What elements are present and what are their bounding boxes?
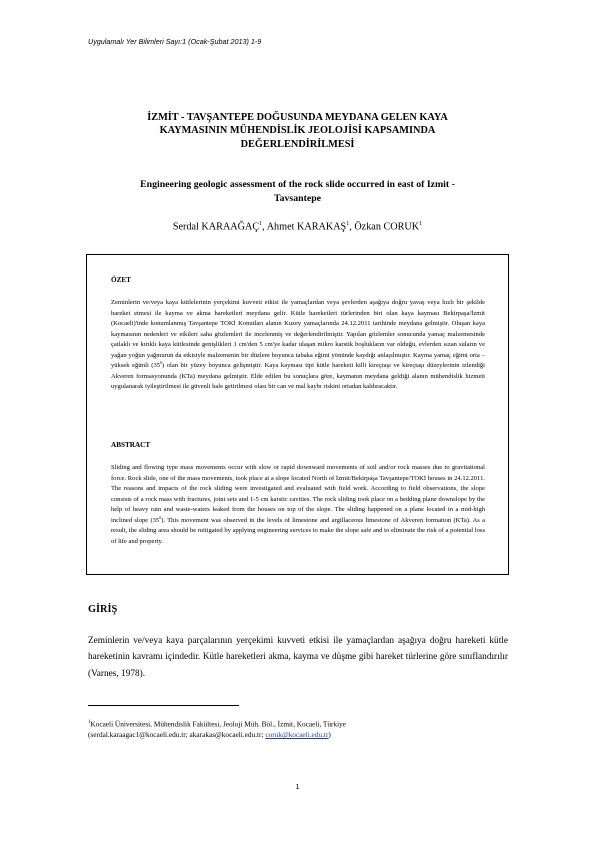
ozet-text-part: Zeminlerin ve/veya kaya kütlelerinin yerçekimi kuvveti etkisi ile yamaçlardan veya şevlerden aşağıya doğru yavaş veya hızlı bir şekilde hareket etmesi ile kayma ve akma hareketleri meydana gelir. Kütle hareketleri türlerinden biri olan kaya kayması Bekirpaşa/İzmit (Kocaeli)'inde konumlanmış Tavşantepe TOKİ Konutları alanın Kuzey yamaçlarında 24.12.2011 tarihinde meydana gelmiştir. Oluşan kaya kaymasının nedenleri ve etkileri saha gözlemleri ile incelenmiş ve değerlendirilmiştir. Yapılan gözlemler sonucunda yamaç malzemesinde çatlaklı ve kırıklı kaya kütlesinde genişlikleri 1 cm'den 5 cm'ye kadar ulaşan mikro karstik boşlukların var olduğu, evlerden sızan suların ve yağan yoğun yağmurun da etkisiyle malzemenin bir düzlem boyunca tabaka eğimi yönünde kaydığı anlaşılmıştır. Kayma yamaç eğimi orta – yüksek eğimli (35 — [111, 299, 485, 370]
degree-superscript: 0 — [159, 514, 162, 520]
footnote-emails — [88, 730, 508, 741]
abstract-text-part: Sliding and flowing type mass movements occur with slow or rapid downward movements of soil and/or rock masses due to gravitational force. Rock slide, one of the mass movements, took place at a slope located North of İzmit/Bekirpaşa Tavşantepe/TOKİ houses in 24.12.2011. The reasons and impacts of the rock sliding were investigated and evaluated with field work. According to field observations, the slope consists of a rock mass with fractures, joint sets and 1-5 cm karstic cavities. The rock sliding took place on a bedding plane downslope by the help of heavy rain and waste-waters leaked from the houses on top of the slope. The sliding happened on a plane located in a mid-high inclined slope (35 — [111, 464, 485, 524]
affiliation-marker: 1 — [259, 221, 263, 227]
title-turkish-line: DEĞERLENDİRİLMESİ — [240, 138, 355, 150]
giris-paragraph: Zeminlerin ve/veya kaya parçalarının yerçekimi kuvveti etkisi ile yamaçlardan aşağıya doğru hareketi kütle hareketinin kavramı içindedir. Kütle hareketleri akma, kayma ve düşme gibi hareket türlerine göre sınıflandırılır (Varnes, 1978). — [88, 636, 508, 679]
author-name: Ahmet KARAKAŞ — [266, 221, 347, 233]
author-list — [88, 221, 507, 232]
abstract-text-part: ). This movement was observed in the levels of limestone and argillaceous limestone of Akveren formation (KTa). As a result, the sliding area should be mitigated by applying engineering services to make the slope safe and to eliminate the risk of a potential loss of life and property. — [111, 516, 485, 545]
footnote — [88, 718, 508, 740]
page-number: 1 — [295, 782, 300, 791]
ozet-heading: ÖZET — [111, 276, 131, 284]
author-name: Özkan CORUK — [354, 221, 420, 233]
email-link[interactable]: coruk@kocaeli.edu.tr — [265, 729, 329, 739]
abstract-text — [111, 463, 485, 547]
journal-header: Uygulamalı Yer Bilimleri Sayı:1 (Ocak-Şubat 2013) 1-9 — [88, 37, 262, 46]
footnote-affiliation — [88, 718, 508, 730]
affiliation-text: Kocaeli Üniversitesi, Mühendislik Fakültesi, Jeoloji Müh. Böl., İzmit, Kocaeli, Türkiye — [90, 719, 347, 729]
author-separator: , — [349, 221, 355, 233]
title-english — [110, 178, 485, 205]
emails-suffix: ) — [328, 729, 331, 739]
emails-prefix: (serdal.karaagac1@kocaeli.edu.tr; akarakas@kocaeli.edu.tr; — [88, 729, 266, 739]
title-turkish — [100, 111, 495, 151]
title-turkish-line: İZMİT - TAVŞANTEPE DOĞUSUNDA MEYDANA GELEN KAYA — [147, 112, 448, 123]
ozet-text — [111, 298, 485, 393]
title-turkish-line: KAYMASININ MÜHENDİSLİK JEOLOJİSİ KAPSAMINDA — [159, 125, 436, 137]
ozet-text-part: ) olan bir yüzey boyunca gelişmiştir. Kaya kayması tipi kütle hareketi killi kireçtaşı ve kireçtaşı düzeylerinin izlendiği Akveren formasyonunda (KTa) meydana gelmiştir. Elde edilen bu sonuçlara göre, kaymanın meydana geldiği alanın mühendislik hizmeti uygulanarak iyileştirilmesi ile güvenli hale getirilmesi olası bir can ve mal kaybı riskini ortadan kaldıracaktır. — [111, 362, 485, 391]
affiliation-marker: 1 — [419, 221, 423, 227]
abstract-heading: ABSTRACT — [111, 441, 151, 449]
title-english-line: Engineering geologic assessment of the rock slide occurred in east of Izmit - — [140, 179, 455, 190]
giris-heading: GİRİŞ — [88, 604, 118, 615]
footnote-marker: 1 — [88, 720, 91, 725]
degree-superscript: 0 — [160, 360, 163, 366]
title-english-line: Tavsantepe — [274, 192, 321, 204]
footnote-divider — [88, 705, 239, 706]
author-separator: , — [262, 221, 267, 233]
affiliation-marker: 1 — [346, 221, 350, 227]
author-name: Serdal KARAAĞAÇ — [172, 221, 260, 233]
